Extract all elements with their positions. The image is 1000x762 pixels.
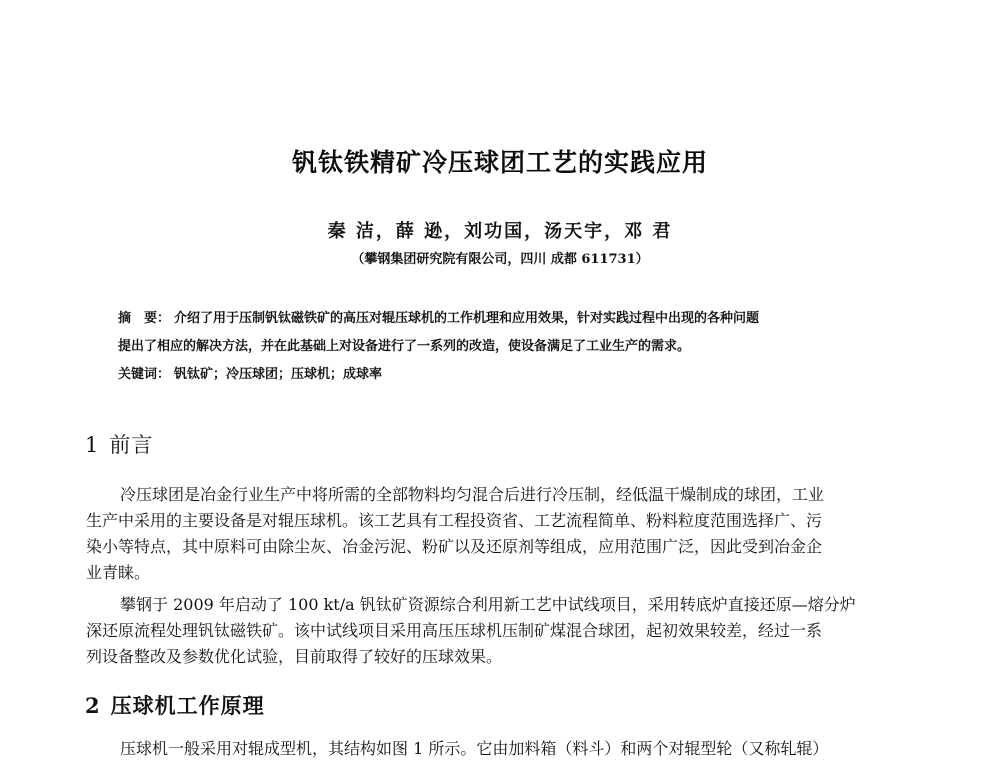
affiliation: （攀钢集团研究院有限公司，四川 成都 611731）: [351, 252, 649, 267]
paper-title: 钒钛铁精矿冷压球团工艺的实践应用: [291, 148, 708, 177]
paragraph-line: 攀钢于 2009 年启动了 100 kt/a 钒钛矿资源综合利用新工艺中试线项目，采用转底炉直接还原—熔分炉: [120, 595, 856, 614]
abstract-label: 摘 要：: [118, 311, 171, 326]
author-list: 秦 洁，薛 逊，刘功国，汤天宇，邓 君: [327, 221, 673, 242]
section-title-2: 压球机工作原理: [110, 693, 265, 718]
paragraph-line: 业青睐。: [86, 563, 151, 582]
abstract-line-2: [118, 333, 893, 361]
keywords-line: [118, 361, 893, 389]
abstract-text-1: 介绍了用于压制钒钛磁铁矿的高压对辊压球机的工作机理和应用效果，针对实践过程中出现的各种问题: [174, 311, 760, 326]
paragraph-line: 染小等特点，其中原料可由除尘灰、冶金污泥、粉矿以及还原剂等组成，应用范围广泛，因此受到冶金企: [86, 537, 823, 556]
keywords-text: 钒钛矿；冷压球团；压球机；成球率: [174, 367, 383, 382]
paragraph-2: [86, 592, 916, 670]
abstract-text-2: 提出了相应的解决方法，并在此基础上对设备进行了一系列的改造，使设备满足了工业生产的需求。: [118, 339, 691, 354]
paragraph-line: 深还原流程处理钒钛磁铁矿。该中试线项目采用高压压球机压制矿煤混合球团，起初效果较差，经过一系: [86, 621, 823, 640]
section-title-1: 前言: [109, 433, 154, 457]
section-heading-1: [85, 429, 153, 459]
paragraph-1: [86, 482, 916, 586]
paragraph-line: 生产中采用的主要设备是对辊压球机。该工艺具有工程投资省、工艺流程简单、粉料粒度范围选择广、污: [86, 511, 823, 530]
keywords-label: 关键词：: [118, 367, 171, 382]
section-number-2: 2: [85, 693, 101, 718]
section-heading-2: [85, 690, 265, 720]
abstract-line-1: [118, 305, 893, 333]
paragraph-line: 压球机一般采用对辊成型机，其结构如图 1 所示。它由加料箱（料斗）和两个对辊型轮（又称轧辊）: [120, 739, 829, 758]
paragraph-line: 冷压球团是冶金行业生产中将所需的全部物料均匀混合后进行冷压制，经低温干燥制成的球团，工业: [120, 485, 825, 504]
section-number-1: 1: [85, 433, 100, 457]
paragraph-3: [86, 736, 916, 762]
paragraph-line: 列设备整改及参数优化试验，目前取得了较好的压球效果。: [86, 647, 503, 666]
